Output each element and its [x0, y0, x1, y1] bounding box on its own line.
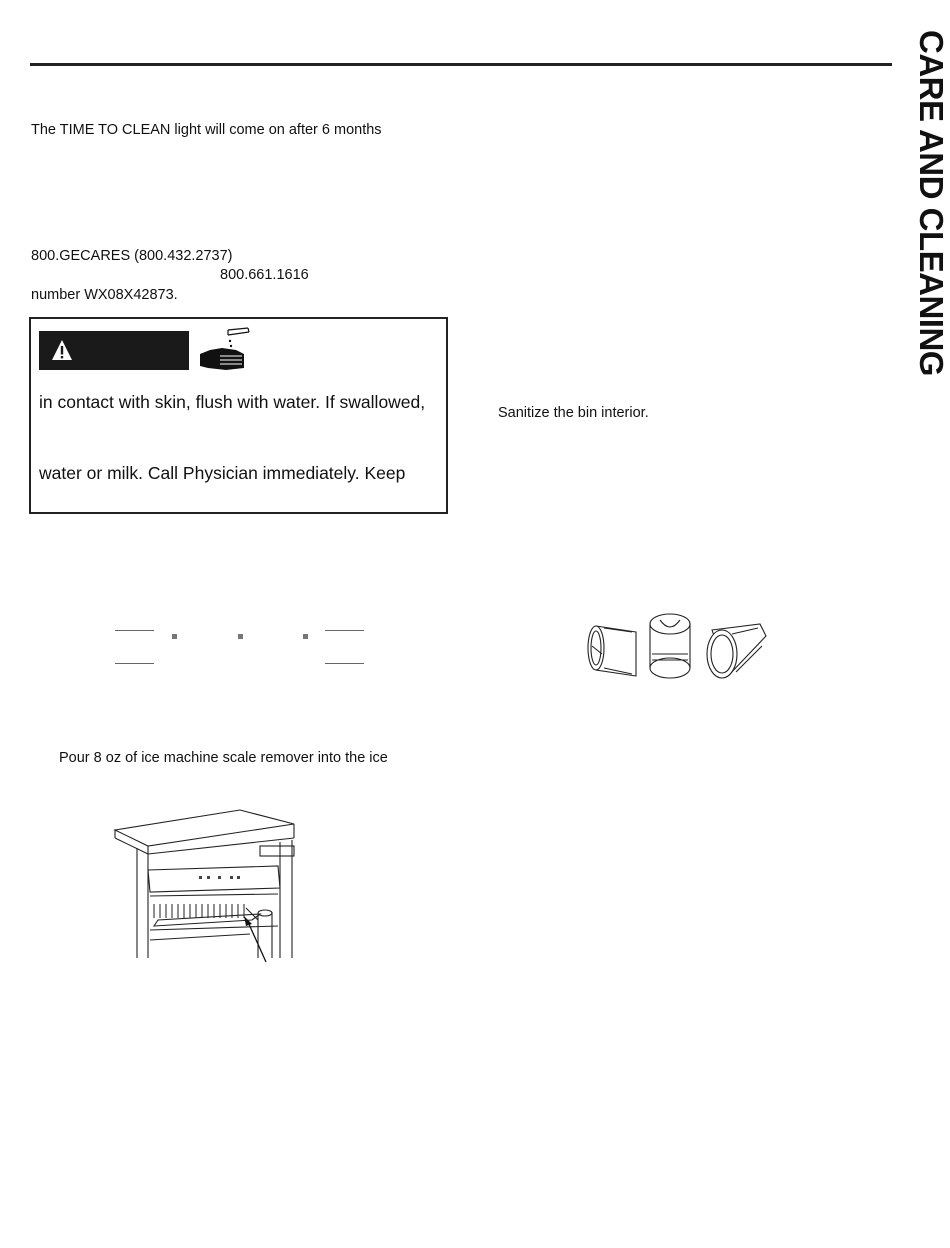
divider-line [325, 663, 364, 664]
divider-line [325, 630, 364, 631]
phone-number-line-2: 800.661.1616 [220, 267, 309, 283]
separator-dot [172, 634, 177, 639]
sanitize-text: Sanitize the bin interior. [498, 405, 649, 421]
divider-line [115, 630, 154, 631]
separator-dot [303, 634, 308, 639]
pour-instruction-text: Pour 8 oz of ice machine scale remover into the ice [59, 750, 388, 766]
separator-dot [238, 634, 243, 639]
phone-number-line-1: 800.GECARES (800.432.2737) [31, 248, 233, 264]
header-rule [30, 63, 892, 66]
time-to-clean-text: The TIME TO CLEAN light will come on after 6 months [31, 122, 382, 138]
warning-text-line-1: in contact with skin, flush with water. If swallowed, [39, 392, 426, 412]
section-title [906, 30, 950, 390]
warning-banner [39, 331, 189, 370]
warning-triangle-icon [51, 339, 73, 361]
filter-parts-illustration [582, 606, 772, 686]
ice-machine-illustration [110, 808, 300, 964]
corrosive-hand-icon [196, 326, 254, 372]
divider-line [115, 663, 154, 664]
part-number-line: number WX08X42873. [31, 287, 178, 303]
section-title-text: CARE AND CLEANING [913, 30, 950, 376]
warning-text-line-2: water or milk. Call Physician immediately. Keep [39, 463, 406, 483]
